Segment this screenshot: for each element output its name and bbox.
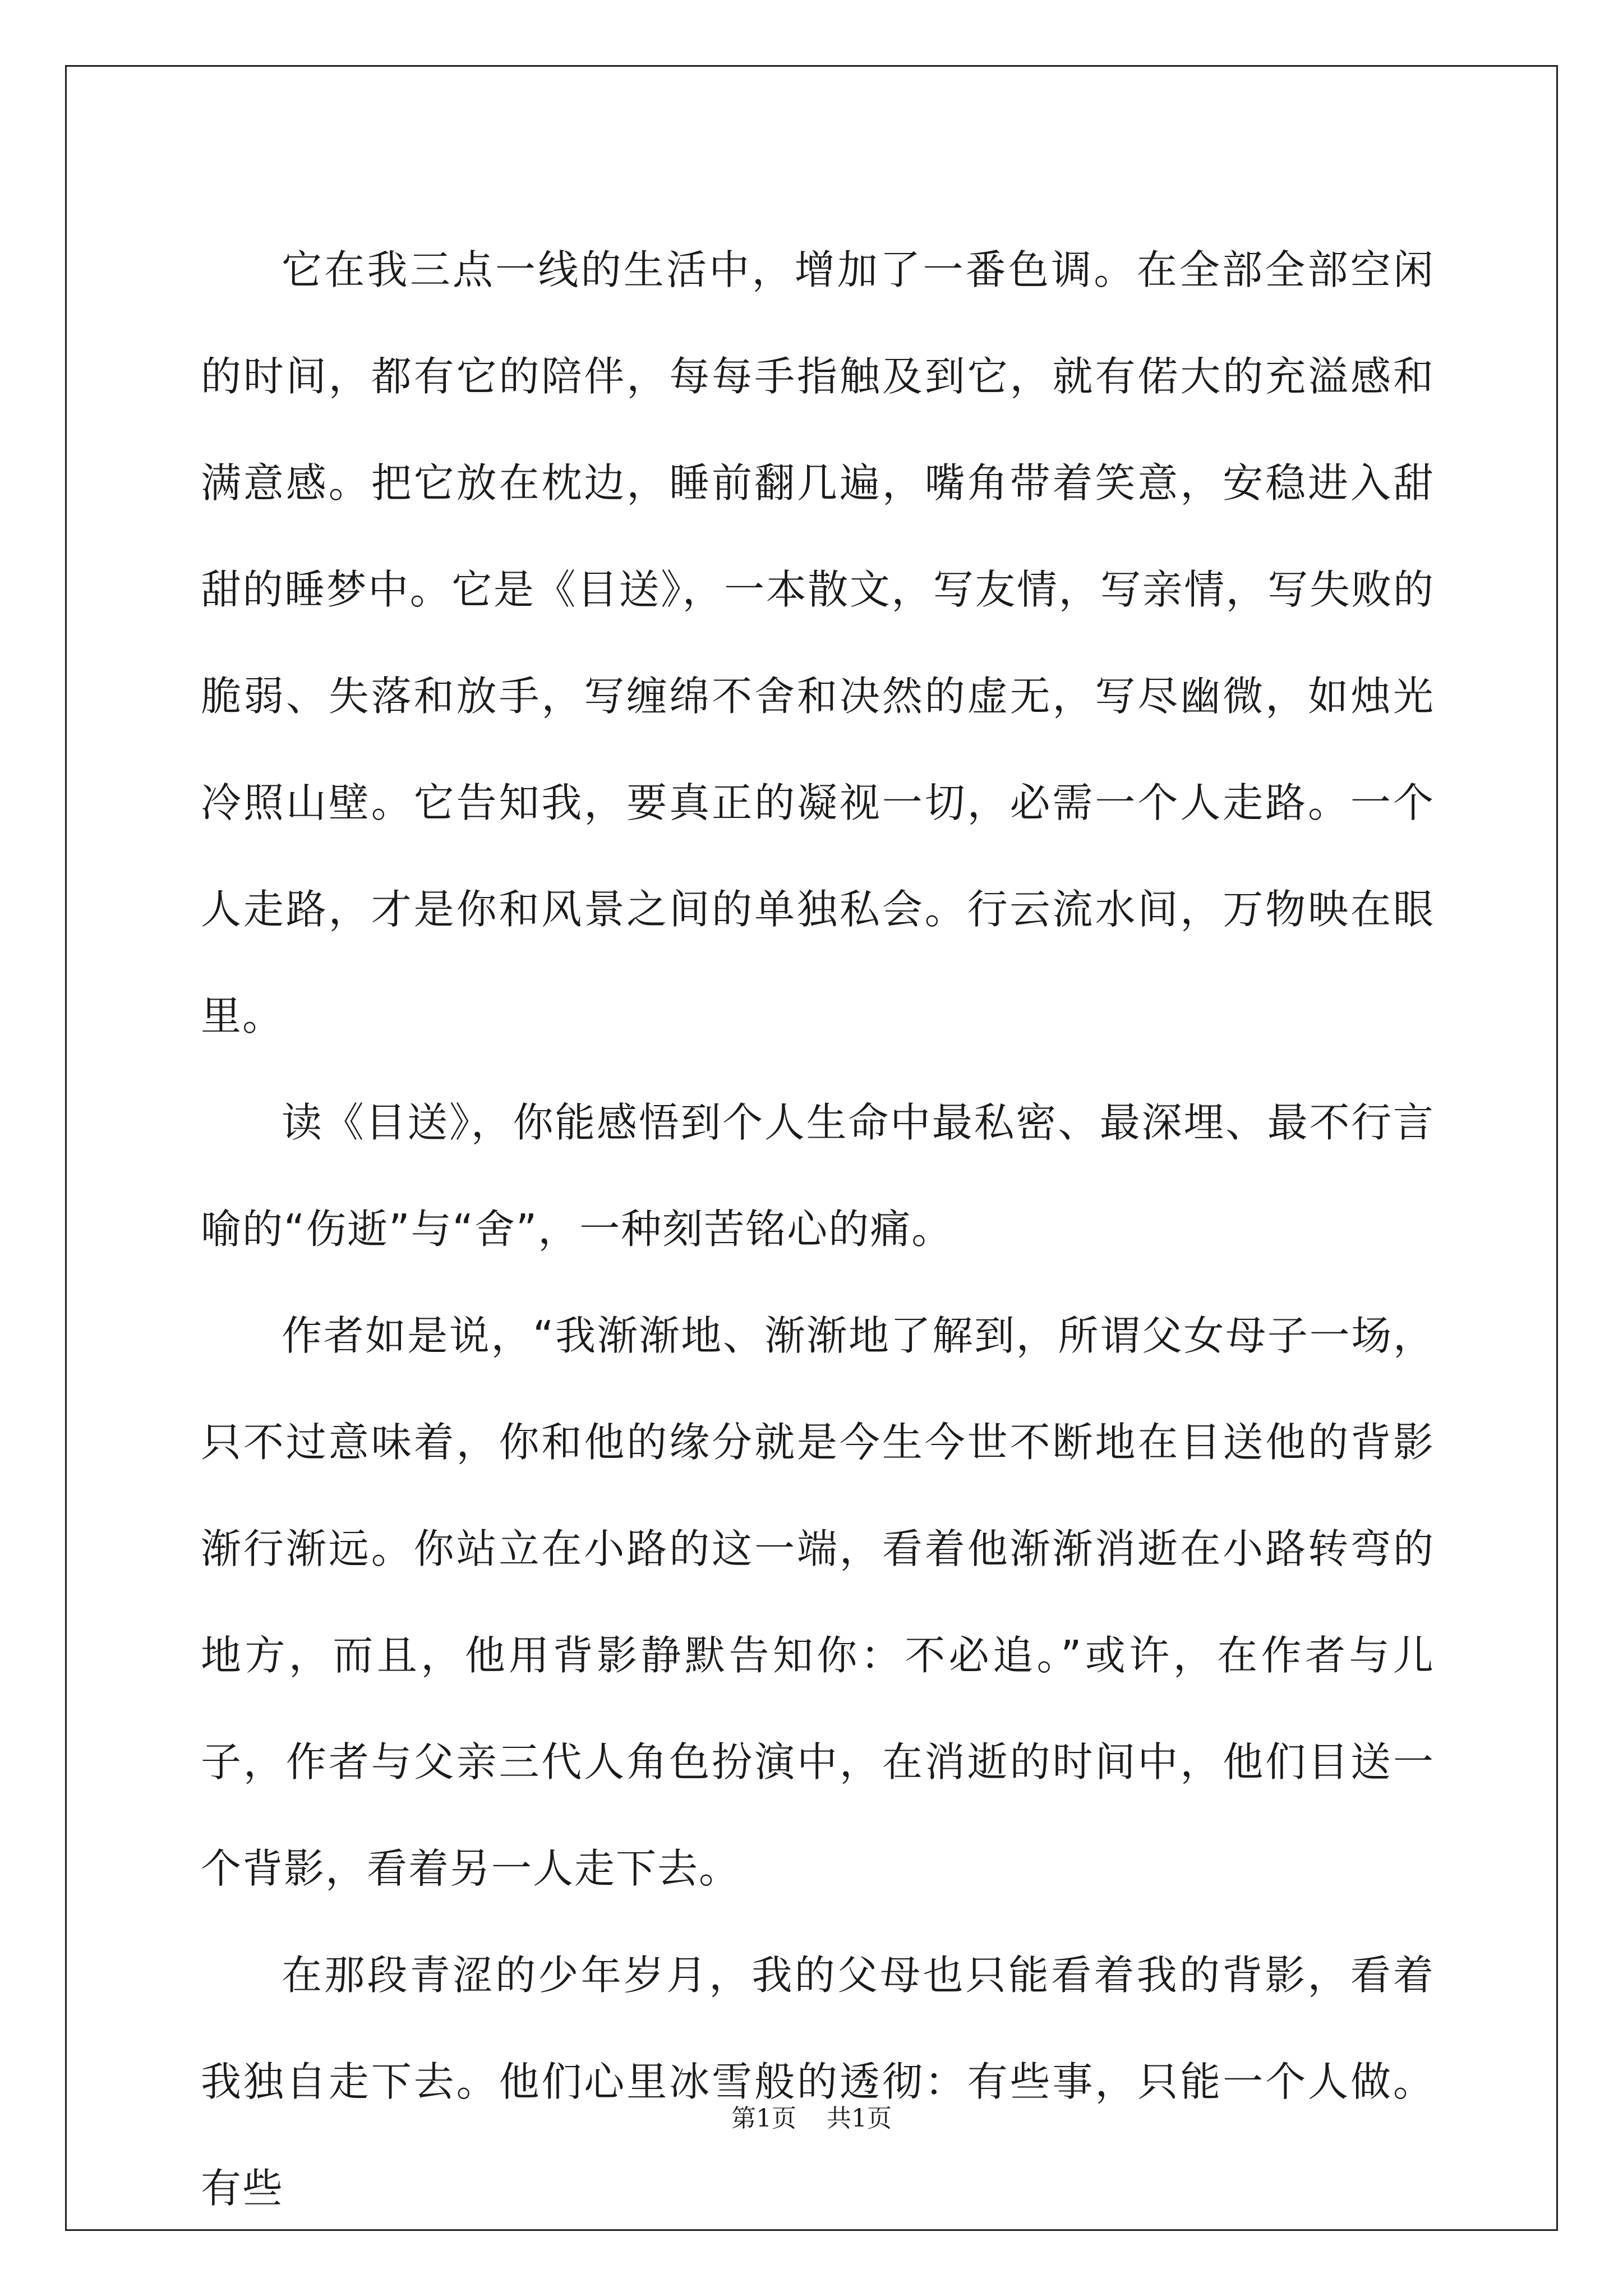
document-body [201, 217, 1435, 2242]
paragraph-1: 它在我三点一线的生活中，增加了一番色调。在全部全部空闲的时间，都有它的陪伴，每每手指触及到它，就有偌大的充溢感和满意感。把它放在枕边，睡前翻几遍，嘴角带着笑意，安稳进入甜甜的睡梦中。它是《目送》，一本散文，写友情，写亲情，写失败的脆弱、失落和放手，写缠绵不舍和决然的虚无，写尽幽微，如烛光冷照山壁。它告知我，要真正的凝视一切，必需一个人走路。一个人走路，才是你和风景之间的单独私会。行云流水间，万物映在眼里。 [201, 246, 1435, 1039]
paragraph-2: 读《目送》，你能感悟到个人生命中最私密、最深埋、最不行言喻的“伤逝”与“舍”，一种刻苦铭心的痛。 [201, 1099, 1435, 1253]
page-footer [0, 2098, 1623, 2134]
paragraph-3: 作者如是说，“我渐渐地、渐渐地了解到，所谓父女母子一场，只不过意味着，你和他的缘分就是今生今世不断地在目送他的背影渐行渐远。你站立在小路的这一端，看着他渐渐消逝在小路转弯的地方，而且，他用背影静默告知你：不必追。”或许，在作者与儿子，作者与父亲三代人角色扮演中，在消逝的时间中，他们目送一个背影，看着另一人走下去。 [201, 1312, 1435, 1892]
page-number: 第1页 [731, 2104, 796, 2133]
page-total: 共1页 [827, 2104, 892, 2133]
paragraph-4: 在那段青涩的少年岁月，我的父母也只能看着我的背影，看着我独自走下去。他们心里冰雪般的透彻：有些事，只能一个人做。有些 [201, 1952, 1435, 2212]
